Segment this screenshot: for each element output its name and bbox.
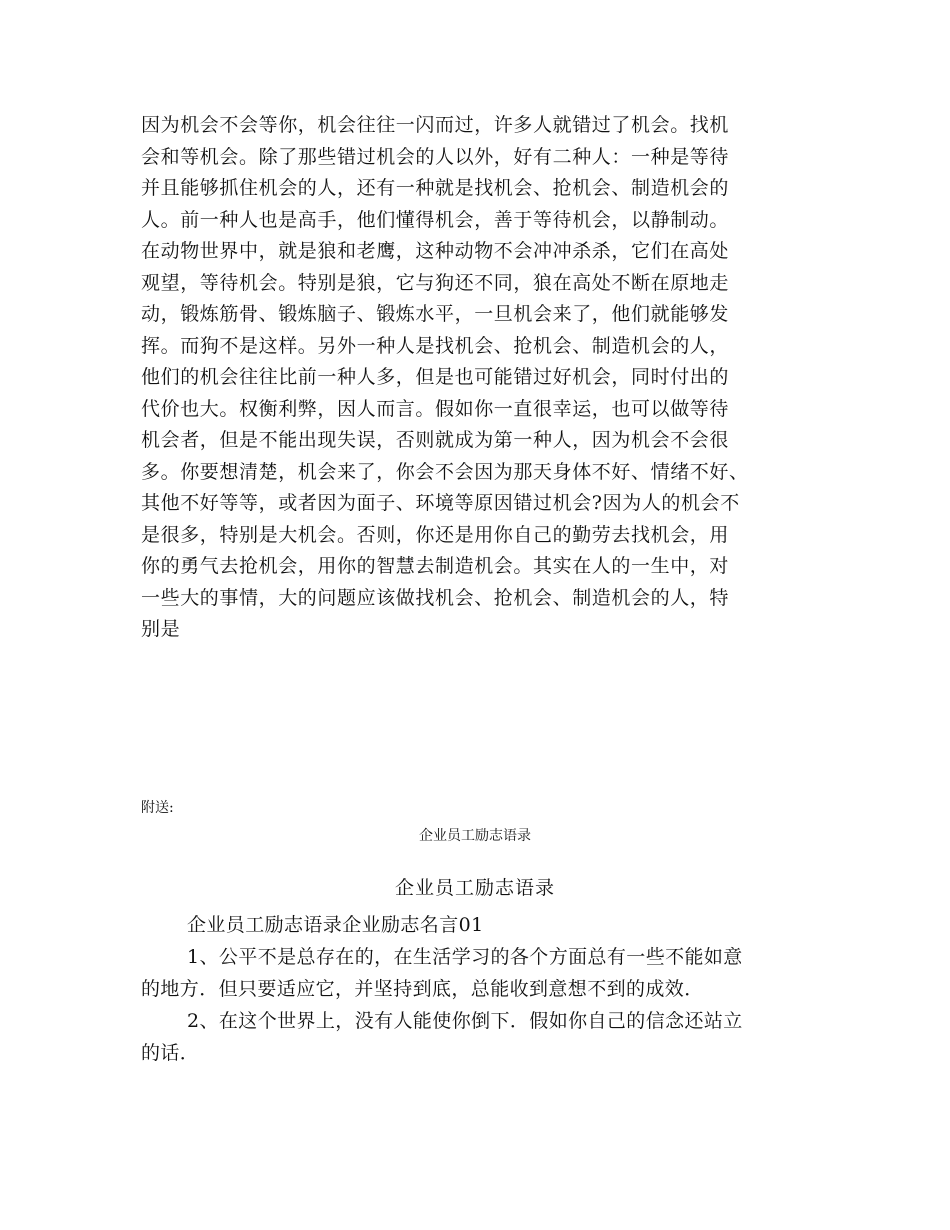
appendix-big-title: 企业员工励志语录: [394, 877, 555, 899]
paragraph-line: 观望，等待机会。特别是狼，它与狗还不同，狼在高处不断在原地走: [141, 271, 730, 294]
paragraph-line: 一些大的事情，大的问题应该做找机会、抢机会、制造机会的人，特: [141, 586, 730, 609]
paragraph-line: 机会者，但是不能出现失误，否则就成为第一种人，因为机会不会很: [141, 429, 730, 451]
quotes-section: [141, 909, 821, 1069]
quote-2-line-2: 的话．: [141, 1042, 200, 1064]
paragraph-line: 在动物世界中，就是狼和老鹰，这种动物不会冲冲杀杀，它们在高处: [141, 240, 730, 262]
paragraph-line: 代价也大。权衡利弊，因人而言。假如你一直很幸运，也可以做等待: [141, 397, 730, 420]
main-paragraph: [141, 110, 813, 646]
paragraph-line: 会和等机会。除了那些错过机会的人以外，好有二种人：一种是等待: [141, 145, 730, 168]
quotes-subtitle: 企业员工励志语录企业励志名言01: [187, 914, 484, 936]
paragraph-line: 因为机会不会等你，机会往往一闪而过，许多人就错过了机会。找机: [141, 114, 730, 136]
paragraph-line: 别是: [141, 618, 181, 640]
paragraph-line: 动，锻炼筋骨、锻炼脑子、锻炼水平，一旦机会来了，他们就能够发: [141, 303, 730, 325]
quote-1-line-1: 1、公平不是总存在的，在生活学习的各个方面总有一些不能如意: [187, 946, 743, 968]
paragraph-line: 其他不好等等，或者因为面子、环境等原因错过机会?因为人的机会不: [141, 492, 740, 514]
appendix-small-title: 企业员工励志语录: [419, 828, 531, 844]
quote-2-line-1: 2、在这个世界上，没有人能使你倒下．假如你自己的信念还站立: [187, 1010, 743, 1032]
paragraph-line: 并且能够抓住机会的人，还有一种就是找机会、抢机会、制造机会的: [141, 177, 730, 199]
paragraph-line: 他们的机会往往比前一种人多，但是也可能错过好机会，同时付出的: [141, 366, 730, 388]
paragraph-line: 是很多，特别是大机会。否则，你还是用你自己的勤劳去找机会，用: [141, 523, 730, 546]
paragraph-line: 你的勇气去抢机会，用你的智慧去制造机会。其实在人的一生中，对: [141, 555, 730, 577]
paragraph-line: 多。你要想清楚，机会来了，你会不会因为那天身体不好、情绪不好、: [141, 460, 749, 483]
appendix-label: 附送:: [141, 800, 174, 816]
paragraph-line: 挥。而狗不是这样。另外一种人是找机会、抢机会、制造机会的人，: [141, 334, 730, 357]
paragraph-line: 人。前一种人也是高手，他们懂得机会，善于等待机会，以静制动。: [141, 208, 730, 231]
quote-1-line-2: 的地方．但只要适应它，并坚持到底，总能收到意想不到的成效．: [141, 978, 704, 1000]
